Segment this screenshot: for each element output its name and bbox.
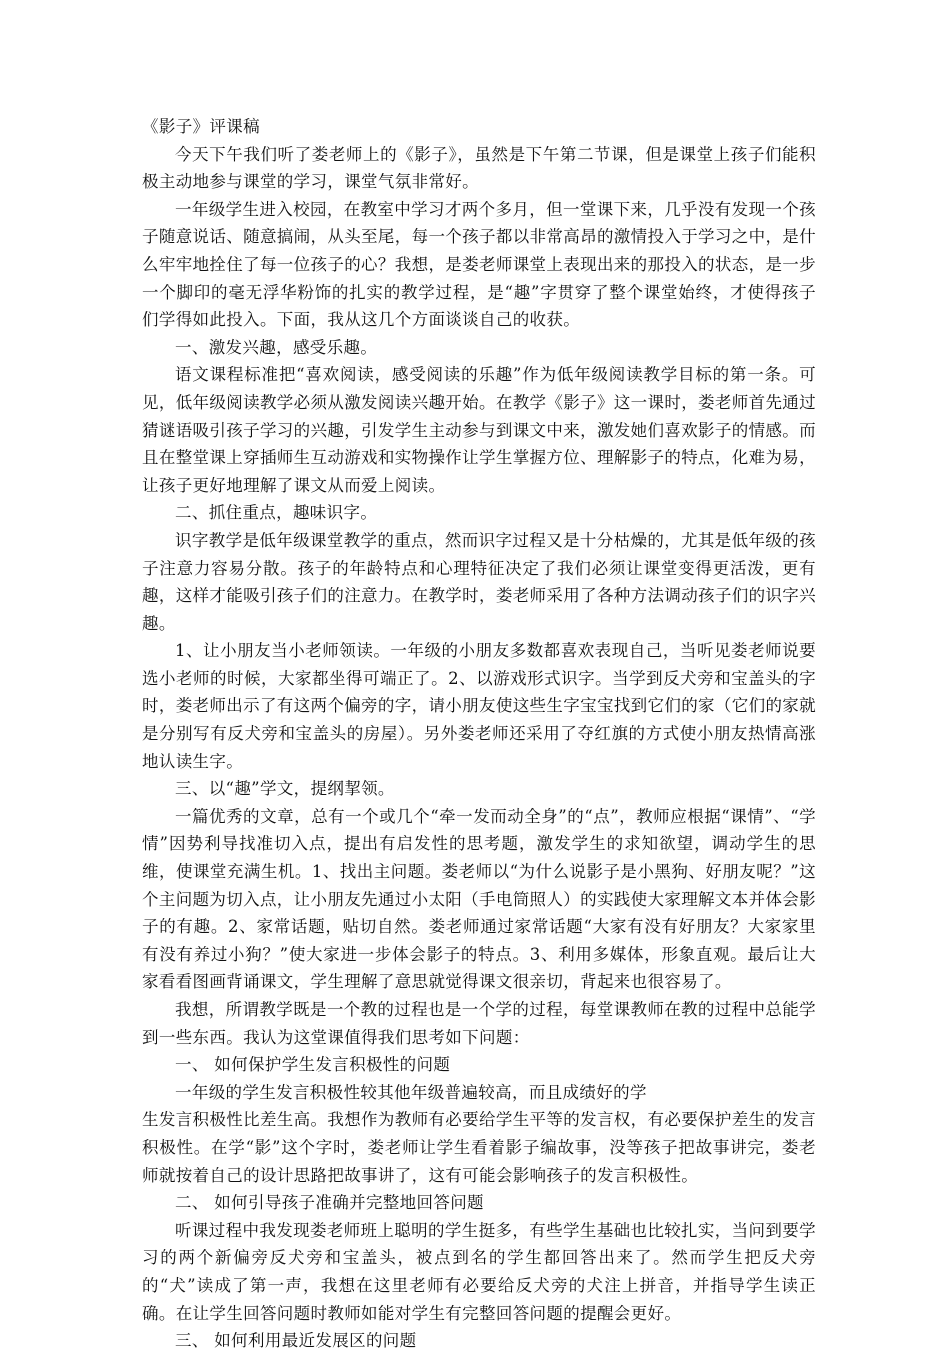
section-heading-3: 三、以“趣”学文，提纲挈领。 <box>175 779 395 799</box>
document-title: 《影子》评课稿 <box>142 117 260 136</box>
body-paragraph: 听课过程中我发现娄老师班上聪明的学生挺多，有些学生基础也比较扎实，当问到要学习的两个新偏旁反犬旁和宝盖头，被点到名的学生都回答出来了。然而学生把反犬旁的“犬”读成了第一声，我想在这里老师有必要给反犬旁的犬注上拼音，并指导学生读正确。在让学生回答问题时教师如能对学生有完整回答问题的提醒会更好。 <box>142 1220 816 1323</box>
question-heading-1: 一、 如何保护学生发言积极性的问题 <box>175 1055 451 1075</box>
body-paragraph: 我想，所谓教学既是一个教的过程也是一个学的过程，每堂课教师在教的过程中总能学到一些东西。我认为这堂课值得我们思考如下问题： <box>142 1000 816 1047</box>
question-heading-2: 二、 如何引导孩子准确并完整地回答问题 <box>175 1193 484 1213</box>
body-paragraph: 识字教学是低年级课堂教学的重点，然而识字过程又是十分枯燥的，尤其是低年级的孩子注意力容易分散。孩子的年龄特点和心理特征决定了我们必须让课堂变得更活泼，更有趣，这样才能吸引孩子们的注意力。在教学时，娄老师采用了各种方法调动孩子们的识字兴趣。 <box>142 530 816 633</box>
body-paragraph: 语文课程标准把“喜欢阅读，感受阅读的乐趣”作为低年级阅读教学目标的第一条。可见，低年级阅读教学必须从激发阅读兴趣开始。在教学《影子》这一课时，娄老师首先通过猜谜语吸引孩子学习的兴趣，引发学生主动参与到课文中来，激发她们喜欢影子的情感。而且在整堂课上穿插师生互动游戏和实物操作让学生掌握方位、理解影子的特点，化难为易，让孩子更好地理解了课文从而爱上阅读。 <box>142 365 816 495</box>
section-heading-2: 二、抓住重点，趣味识字。 <box>175 503 378 523</box>
question-heading-3: 三、 如何利用最近发展区的问题 <box>175 1331 417 1351</box>
body-paragraph: 生发言积极性比差生高。我想作为教师有必要给学生平等的发言权，有必要保护差生的发言积极性。在学“影”这个字时，娄老师让学生看着影子编故事，没等孩子把故事讲完，娄老师就按着自己的设计思路把故事讲了，这有可能会影响孩子的发言积极性。 <box>142 1110 816 1185</box>
body-paragraph: 1、让小朋友当小老师领读。一年级的小朋友多数都喜欢表现自己，当听见娄老师说要选小老师的时候，大家都坐得可端正了。2、以游戏形式识字。当学到反犬旁和宝盖头的字时，娄老师出示了有这两个偏旁的字，请小朋友使这些生字宝宝找到它们的家（它们的家就是分别写有反犬旁和宝盖头的房屋）。另外娄老师还采用了夺红旗的方式使小朋友热情高涨地认读生字。 <box>142 641 816 771</box>
body-paragraph: 一年级的学生发言积极性较其他年级普遍较高，而且成绩好的学 <box>175 1082 647 1102</box>
document-page <box>142 113 816 1355</box>
body-paragraph: 一年级学生进入校园，在教室中学习才两个多月，但一堂课下来，几乎没有发现一个孩子随意说话、随意搞闹，从头至尾，每一个孩子都以非常高昂的激情投入于学习之中，是什么牢牢地拴住了每一位孩子的心？我想，是娄老师课堂上表现出来的那投入的状态，是一步一个脚印的毫无浮华粉饰的扎实的教学过程，是“趣”字贯穿了整个课堂始终，才使得孩子们学得如此投入。下面，我从这几个方面谈谈自己的收获。 <box>142 199 816 330</box>
intro-paragraph: 今天下午我们听了娄老师上的《影子》，虽然是下午第二节课，但是课堂上孩子们能积极主动地参与课堂的学习，课堂气氛非常好。 <box>142 144 816 192</box>
body-paragraph: 一篇优秀的文章，总有一个或几个“牵一发而动全身”的“点”，教师应根据“课情”、“学情”因势利导找准切入点，提出有启发性的思考题，激发学生的求知欲望，调动学生的思维，使课堂充满生机。1、找出主问题。娄老师以“为什么说影子是小黑狗、好朋友呢？”这个主问题为切入点，让小朋友先通过小太阳（手电筒照人）的实践使大家理解文本并体会影子的有趣。2、家常话题，贴切自然。娄老师通过家常话题“大家有没有好朋友？大家家里有没有养过小狗？”使大家进一步体会影子的特点。3、利用多媒体，形象直观。最后让大家看看图画背诵课文，学生理解了意思就觉得课文很亲切，背起来也很容易了。 <box>142 806 816 992</box>
section-heading-1: 一、激发兴趣，感受乐趣。 <box>175 337 378 357</box>
